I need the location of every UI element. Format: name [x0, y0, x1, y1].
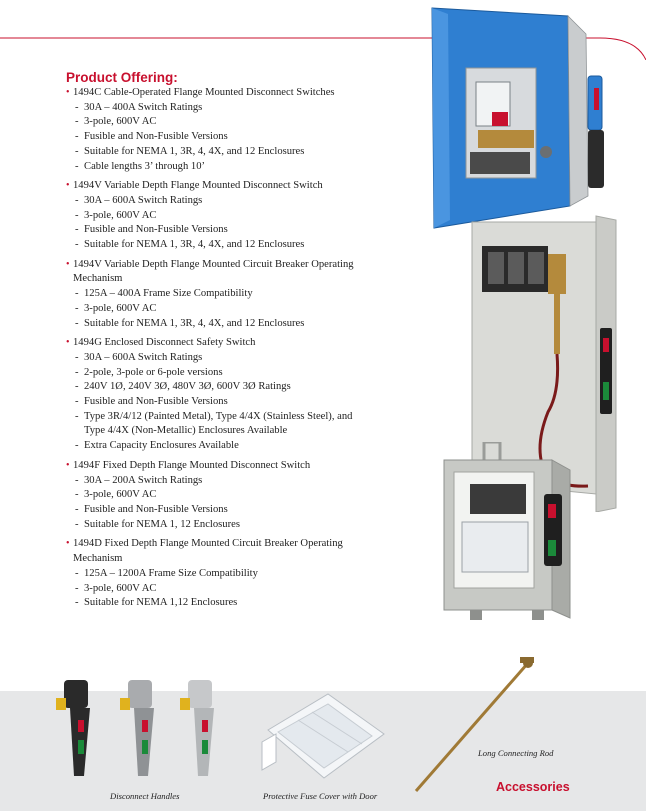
product-spec [66, 238, 366, 253]
product-spec-text: 2-pole, 3-pole or 6-pole versions [84, 366, 223, 378]
product-spec [66, 439, 366, 454]
fuse-cover-image [258, 690, 388, 785]
product-spec [66, 488, 366, 503]
product-title [66, 459, 366, 474]
dash-icon: - [75, 131, 79, 143]
product-spec-text: Fusible and Non-Fusible Versions [84, 503, 228, 515]
product-title [66, 537, 366, 566]
product-spec-text: 3-pole, 600V AC [84, 489, 157, 501]
product-item [66, 258, 366, 332]
bullet-icon: • [66, 459, 70, 471]
dash-icon: - [75, 160, 79, 172]
product-title-text: 1494G Enclosed Disconnect Safety Switch [73, 337, 256, 349]
product-spec-text: Suitable for NEMA 1, 12 Enclosures [84, 518, 240, 530]
product-item [66, 459, 366, 533]
dash-icon: - [75, 440, 79, 452]
product-spec [66, 287, 366, 302]
product-spec-text: 30A – 200A Switch Ratings [84, 474, 203, 486]
bullet-icon: • [66, 180, 70, 192]
product-spec [66, 567, 366, 582]
product-spec [66, 395, 366, 410]
product-spec-text: Fusible and Non-Fusible Versions [84, 396, 228, 408]
product-spec-text: 125A – 1200A Frame Size Compatibility [84, 567, 258, 579]
product-spec [66, 130, 366, 145]
dash-icon: - [75, 597, 79, 609]
dash-icon: - [75, 582, 79, 594]
dash-icon: - [75, 224, 79, 236]
product-spec-text: 3-pole, 600V AC [84, 116, 157, 128]
product-spec-text: Cable lengths 3’ through 10’ [84, 160, 206, 172]
product-spec-text: 3-pole, 600V AC [84, 302, 157, 314]
dash-icon: - [75, 116, 79, 128]
bullet-icon: • [66, 538, 70, 550]
product-title-text: 1494V Variable Depth Flange Mounted Circuit Breaker Operating Mechanism [73, 258, 354, 285]
product-spec [66, 302, 366, 317]
product-spec-text: 125A – 400A Frame Size Compatibility [84, 288, 253, 300]
dash-icon: - [75, 317, 79, 329]
product-spec [66, 160, 366, 175]
product-spec [66, 101, 366, 116]
product-spec-text: Suitable for NEMA 1, 3R, 4, 4X, and 12 Enclosures [84, 145, 305, 157]
product-spec-text: Fusible and Non-Fusible Versions [84, 131, 228, 143]
product-title [66, 86, 366, 101]
flange-disconnect-image [418, 6, 608, 234]
product-title-text: 1494V Variable Depth Flange Mounted Disconnect Switch [73, 180, 323, 192]
product-spec [66, 518, 366, 533]
product-spec-text: 30A – 600A Switch Ratings [84, 351, 203, 363]
dash-icon: - [75, 351, 79, 363]
bullet-icon: • [66, 258, 70, 270]
product-spec [66, 351, 366, 366]
offering-heading: Product Offering: [66, 70, 178, 85]
product-item [66, 179, 366, 253]
connecting-rod-image [410, 655, 540, 795]
product-spec-text: Suitable for NEMA 1,12 Enclosures [84, 597, 238, 609]
product-title [66, 336, 366, 351]
product-title [66, 179, 366, 194]
product-spec-text: Type 3R/4/12 (Painted Metal), Type 4/4X (Stainless Steel), and Type 4/4X (Non-Metallic) Enclosures Available [84, 410, 353, 437]
product-spec-text: 30A – 600A Switch Ratings [84, 194, 203, 206]
dash-icon: - [75, 410, 79, 422]
product-title-text: 1494F Fixed Depth Flange Mounted Disconnect Switch [73, 459, 311, 471]
dash-icon: - [75, 396, 79, 408]
product-spec-text: 3-pole, 600V AC [84, 582, 157, 594]
product-spec-text: Extra Capacity Enclosures Available [84, 440, 239, 452]
dash-icon: - [75, 209, 79, 221]
product-title-text: 1494C Cable-Operated Flange Mounted Disconnect Switches [73, 87, 335, 98]
product-spec-text: Fusible and Non-Fusible Versions [84, 224, 228, 236]
product-spec [66, 596, 366, 611]
caption-fuse-cover: Protective Fuse Cover with Door [263, 791, 378, 801]
dash-icon: - [75, 366, 79, 378]
product-spec [66, 209, 366, 224]
product-spec [66, 474, 366, 489]
product-title [66, 258, 366, 287]
product-spec [66, 380, 366, 395]
bullet-icon: • [66, 87, 70, 98]
product-spec [66, 223, 366, 238]
product-spec-text: Suitable for NEMA 1, 3R, 4, 4X, and 12 Enclosures [84, 317, 305, 329]
dash-icon: - [75, 567, 79, 579]
dash-icon: - [75, 194, 79, 206]
product-offering [66, 70, 366, 616]
caption-connecting-rod: Long Connecting Rod [478, 748, 554, 758]
product-spec [66, 410, 366, 439]
product-item [66, 336, 366, 454]
product-spec [66, 582, 366, 597]
caption-disconnect-handles: Disconnect Handles [110, 791, 180, 801]
dash-icon: - [75, 302, 79, 314]
product-title-text: 1494D Fixed Depth Flange Mounted Circuit Breaker Operating Mechanism [73, 538, 343, 565]
product-spec-text: Suitable for NEMA 1, 3R, 4, 4X, and 12 Enclosures [84, 239, 305, 251]
product-list [66, 86, 366, 611]
dash-icon: - [75, 239, 79, 251]
product-item [66, 86, 366, 174]
product-item [66, 537, 366, 611]
product-spec [66, 115, 366, 130]
product-spec [66, 503, 366, 518]
accessories-title: Accessories [496, 780, 570, 794]
bullet-icon: • [66, 337, 70, 349]
product-spec [66, 145, 366, 160]
dash-icon: - [75, 145, 79, 157]
product-spec-text: 3-pole, 600V AC [84, 209, 157, 221]
dash-icon: - [75, 518, 79, 530]
dash-icon: - [75, 503, 79, 515]
dash-icon: - [75, 288, 79, 300]
product-spec [66, 194, 366, 209]
product-spec-text: 240V 1Ø, 240V 3Ø, 480V 3Ø, 600V 3Ø Ratings [84, 381, 291, 393]
product-spec-text: 30A – 400A Switch Ratings [84, 101, 203, 113]
product-spec [66, 366, 366, 381]
dash-icon: - [75, 489, 79, 501]
dash-icon: - [75, 381, 79, 393]
disconnect-handles-image [52, 676, 242, 776]
enclosed-safety-switch-image [440, 442, 580, 622]
product-spec [66, 317, 366, 332]
dash-icon: - [75, 101, 79, 113]
dash-icon: - [75, 474, 79, 486]
